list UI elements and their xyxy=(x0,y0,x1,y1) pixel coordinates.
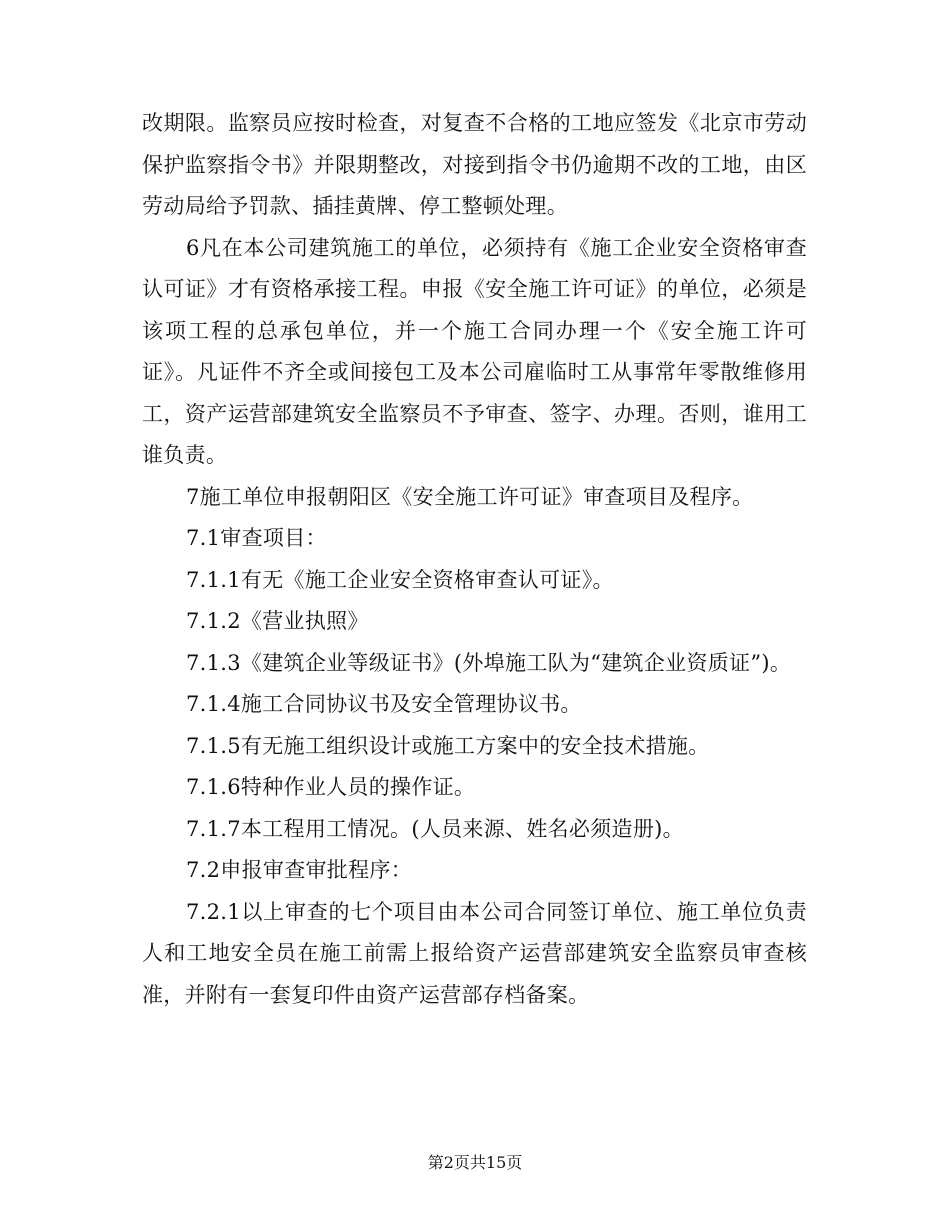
paragraph-item-7-1-3: 7.1.3《建筑企业等级证书》(外埠施工队为“建筑企业资质证”)。 xyxy=(186,650,792,675)
paragraph-section-7-1: 7.1审查项目： xyxy=(186,526,327,550)
paragraph-item-7-1-1: 7.1.1有无《施工企业安全资格审查认可证》。 xyxy=(186,567,614,592)
paragraph-item-7-1-2: 7.1.2《营业执照》 xyxy=(186,609,369,633)
paragraph-section-6: 6凡在本公司建筑施工的单位，必须持有《施工企业安全资格审查认可证》才有资格承接工程。申报《安全施工许可证》的单位，必须是该项工程的总承包单位，并一个施工合同办理一个《安全施工许可证》。凡证件不齐全或间接包工及本公司雇临时工从事常年零散维修用工，资产运营部建筑安全监察员不予审查、签字、办理。否则，谁用工谁负责。 xyxy=(142,235,807,467)
paragraph-item-7-1-7: 7.1.7本工程用工情况。(人员来源、姓名必须造册)。 xyxy=(186,816,684,841)
page-number-footer: 第2页共15页 xyxy=(427,1153,523,1172)
paragraph-item-7-2-1: 7.2.1以上审查的七个项目由本公司合同签订单位、施工单位负责人和工地安全员在施工前需上报给资产运营部建筑安全监察员审查核准，并附有一套复印件由资产运营部存档备案。 xyxy=(142,899,807,1007)
paragraph-section-7-2: 7.2申报审查审批程序： xyxy=(186,858,412,882)
paragraph-item-7-1-5: 7.1.5有无施工组织设计或施工方案中的安全技术措施。 xyxy=(186,733,710,758)
paragraph-item-7-1-6: 7.1.6特种作业人员的操作证。 xyxy=(186,775,476,799)
paragraph-item-7-1-4: 7.1.4施工合同协议书及安全管理协议书。 xyxy=(186,692,582,716)
paragraph-section-7: 7施工单位申报朝阳区《安全施工许可证》审查项目及程序。 xyxy=(186,484,754,509)
document-body xyxy=(142,103,807,1016)
paragraph-continuation: 改期限。监察员应按时检查，对复查不合格的工地应签发《北京市劳动保护监察指令书》并限期整改，对接到指令书仍逾期不改的工地，由区劳动局给予罚款、插挂黄牌、停工整顿处理。 xyxy=(142,111,807,218)
